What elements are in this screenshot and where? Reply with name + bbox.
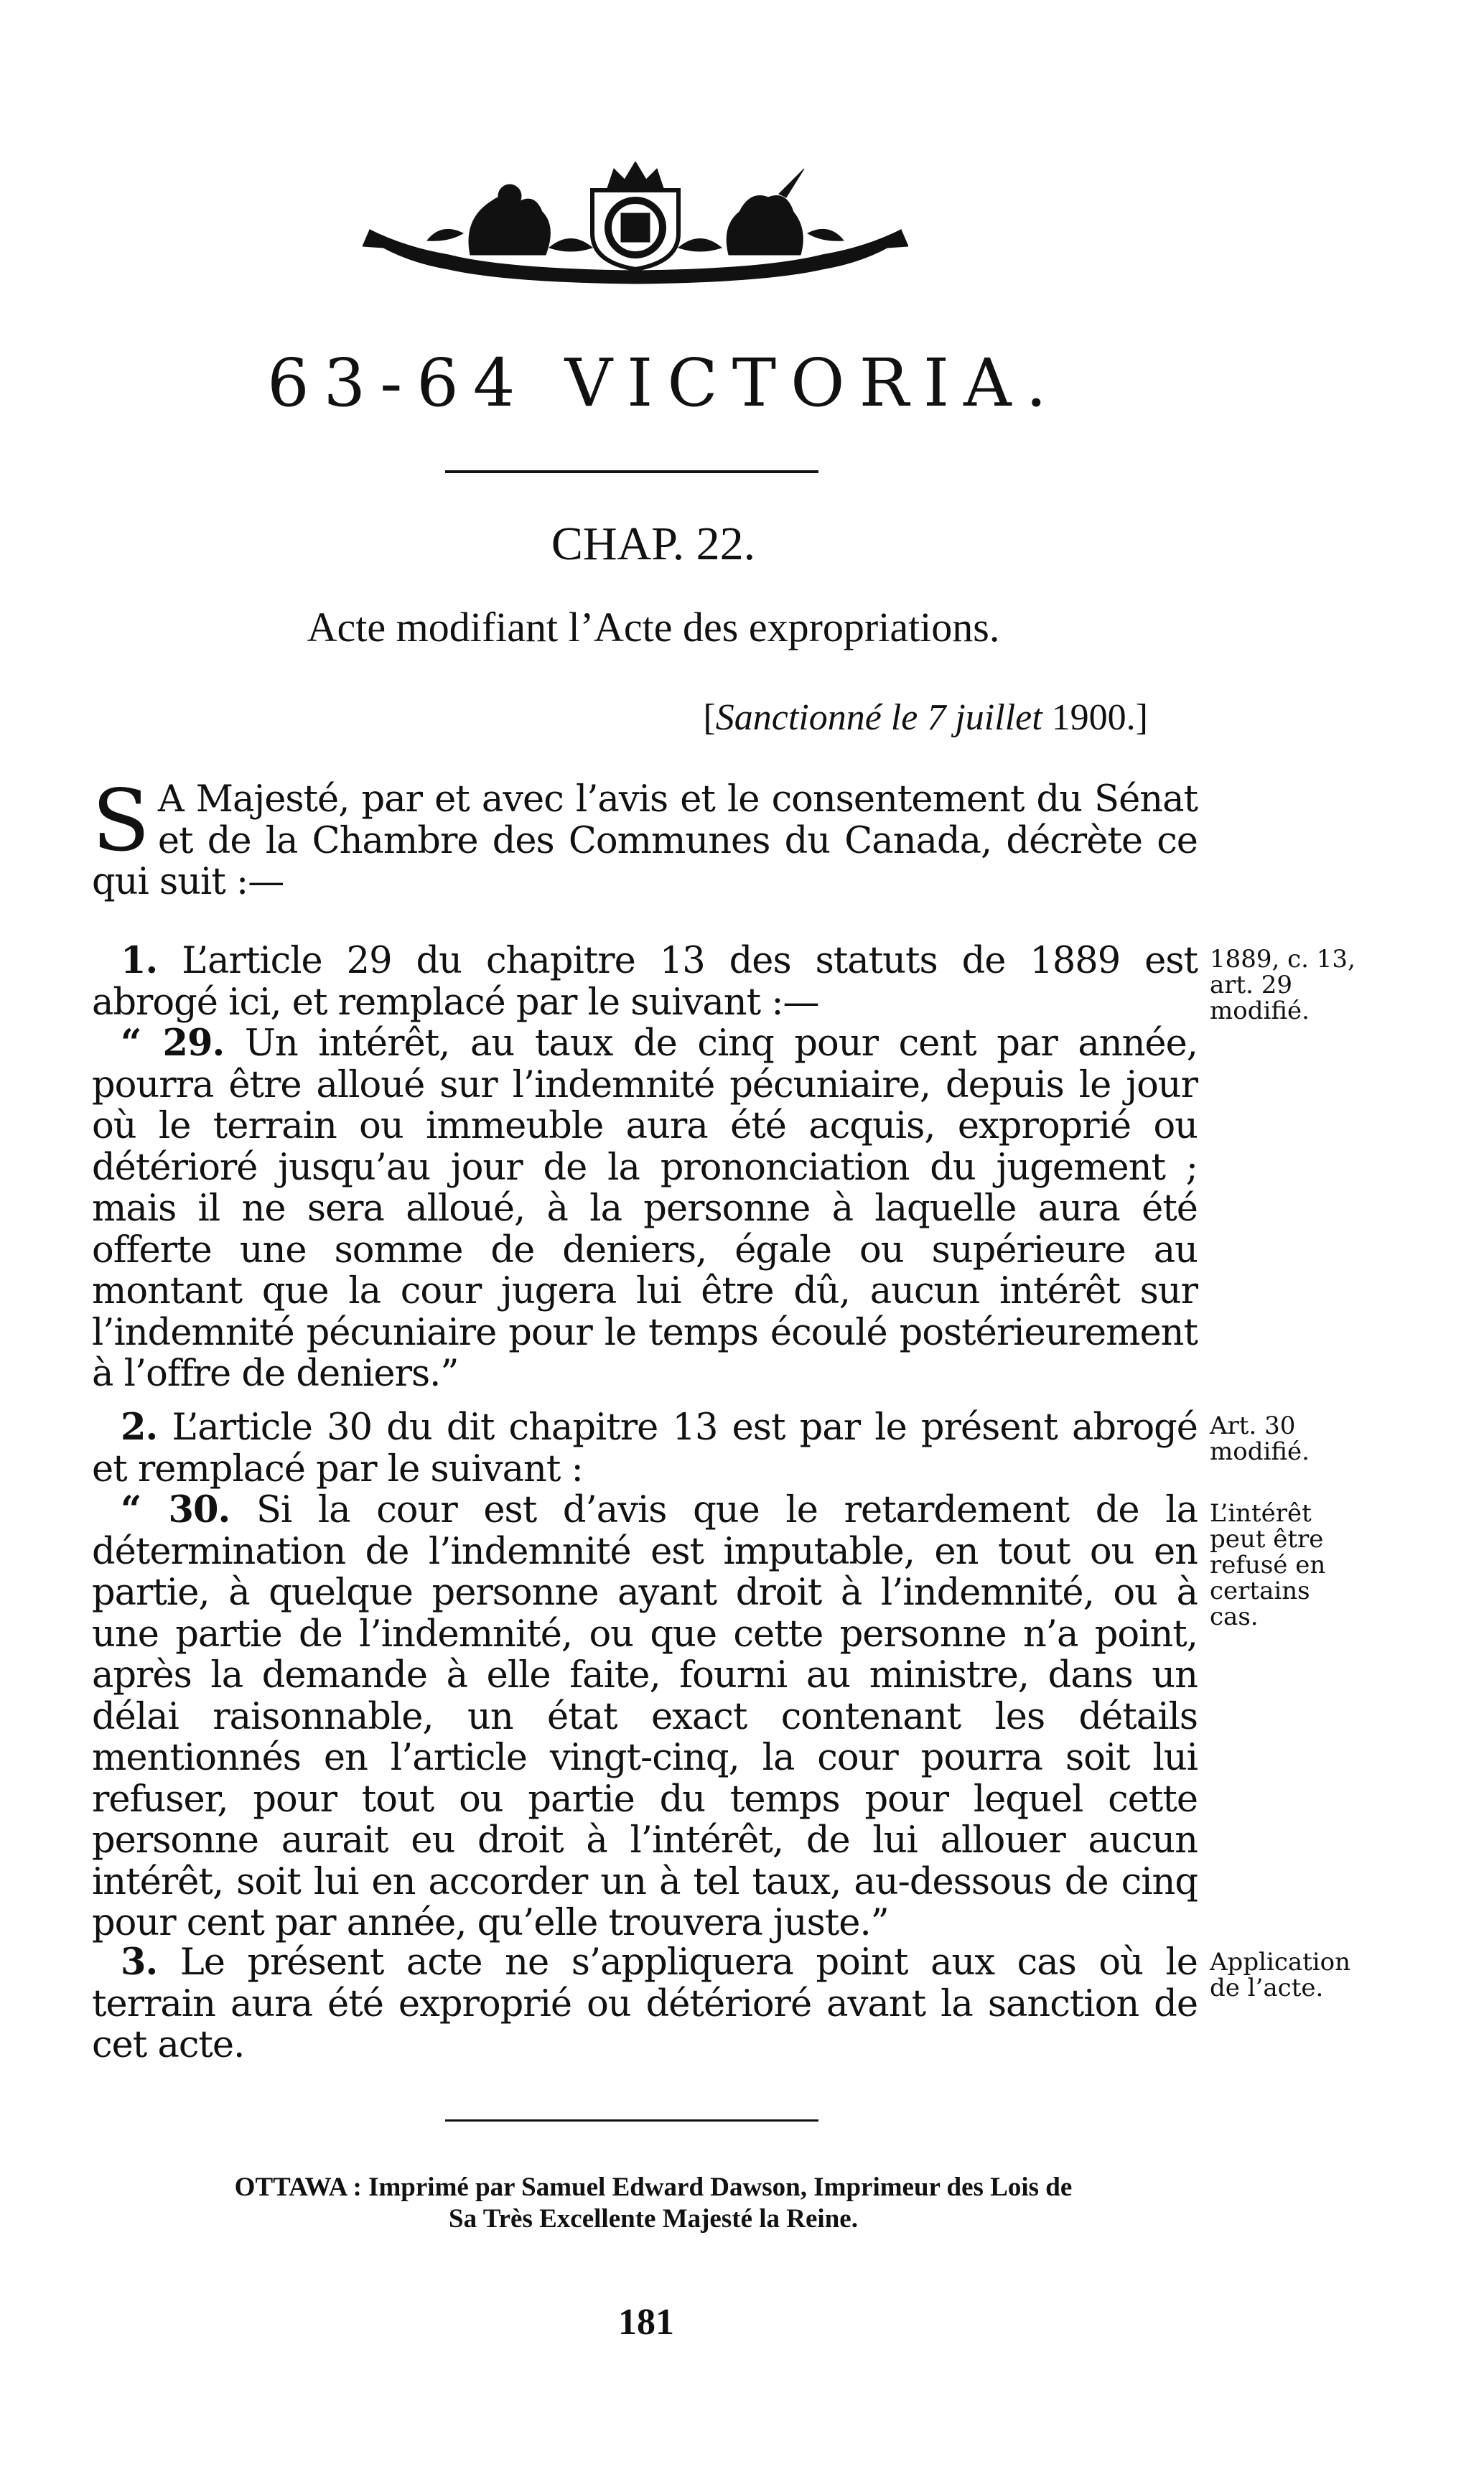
preamble [92, 771, 1198, 903]
section-intro: Le présent acte ne s’appliquera point aux cas où le terrain aura été exproprié ou détérioré avant la sanction de cet acte. [92, 1941, 1198, 2066]
sanction-year: 1900.] [1051, 697, 1148, 738]
section-number: 1. [121, 939, 158, 982]
sanction-phrase: Sanctionné le 7 juillet [715, 697, 1042, 738]
section-intro: L’article 29 du chapitre 13 des statuts de 1889 est abrogé ici, et remplacé par le suivant :— [92, 940, 1198, 1024]
drop-cap: S [92, 771, 149, 870]
quote-number: “ 29. [121, 1022, 225, 1065]
imprint-line-1: OTTAWA : Imprimé par Samuel Edward Dawson, Imprimeur des Lois de [234, 2173, 1073, 2202]
printer-imprint [0, 2172, 1307, 2235]
page-title: 63-64 VICTORIA. [267, 345, 1061, 421]
section-intro: L’article 30 du dit chapitre 13 est par le présent abrogé et remplacé par le suivant : [92, 1406, 1198, 1490]
sanction-date [703, 696, 1148, 739]
margin-note-4: Application de l’acte. [1210, 1948, 1351, 2002]
act-title: Acte modifiant l’Acte des expropriations. [307, 604, 1000, 650]
divider-bottom [445, 2119, 818, 2122]
section-number: 2. [121, 1406, 158, 1449]
sanction-bracket: [ [703, 697, 716, 738]
section-3 [92, 1942, 1198, 2066]
divider-top [445, 470, 818, 473]
quote-text: Un intérêt, au taux de cinq pour cent par année, pourra être alloué sur l’indemnité pécuniaire, depuis le jour où le terrain ou immeuble aura été acquis, exproprié ou détérioré jusqu’au jour de la prononciation du jugement ; mais il ne sera alloué, à la personne à laquelle aura été offerte une somme de deniers, égale ou supérieure au montant que la cour jugera lui être dû, aucun intérêt sur l’indemnité pécuniaire pour le temps écoulé postérieurement à l’offre de deniers.” [92, 1022, 1198, 1395]
chapter-heading: CHAP. 22. [551, 518, 756, 570]
quote-text: Si la cour est d’avis que le retardement de la détermination de l’indemnité est imputable, en tout ou en partie, à quelque personne ayant droit à l’indemnité, ou à une partie de l’indemnité, ou que cette personne n’a point, après la demande à elle faite, fourni au ministre, dans un délai raisonnable, un état exact contenant les détails mentionnés en l’article vingt-cinq, la cour pourra soit lui refuser, pour tout ou partie du temps pour lequel cette personne aurait eu droit à l’intérêt, de lui allouer aucun intérêt, soit lui en accorder un à tel taux, au-dessous de cinq pour cent par année, qu’elle trouvera juste.” [92, 1489, 1198, 1944]
margin-note-2: Art. 30 modifié. [1210, 1412, 1310, 1466]
preamble-text: A Majesté, par et avec l’avis et le consentement du Sénat et de la Chambre des Communes du Canada, décrète ce qui suit :— [92, 778, 1198, 903]
imprint-line-2: Sa Très Excellente Majesté la Reine. [449, 2204, 858, 2234]
margin-note-1: 1889, c. 13, art. 29 modifié. [1210, 945, 1355, 1025]
page-number: 181 [618, 2302, 674, 2343]
section-1 [92, 941, 1198, 1395]
quote-number: “ 30. [121, 1488, 230, 1531]
royal-coat-of-arms-emblem [363, 162, 908, 298]
section-2 [92, 1407, 1198, 1944]
section-number: 3. [121, 1941, 158, 1984]
margin-note-3: L’intérêt peut être refusé en certains cas. [1210, 1499, 1326, 1631]
